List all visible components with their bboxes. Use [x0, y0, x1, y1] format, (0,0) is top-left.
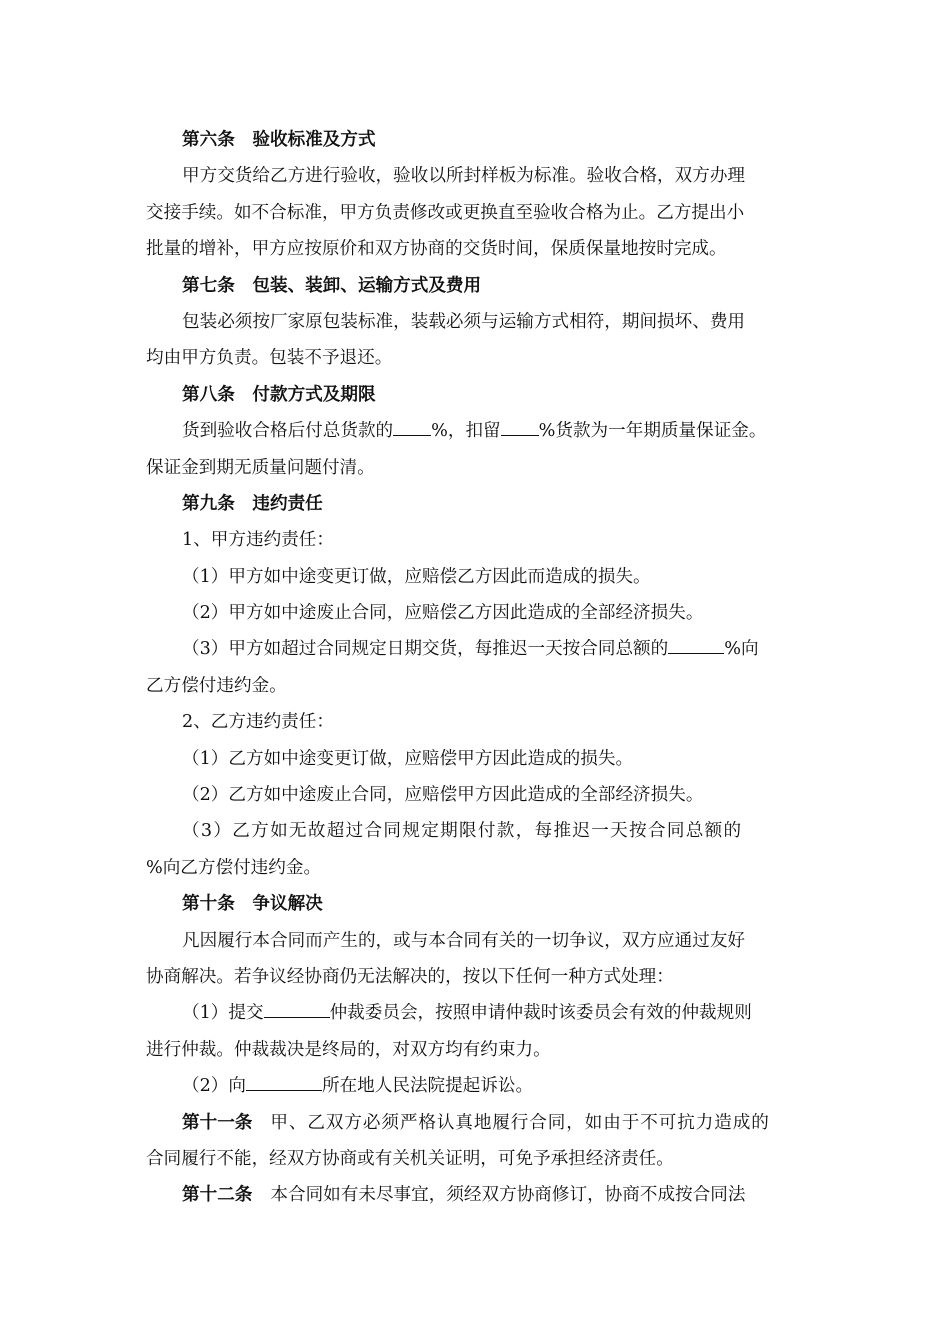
article-9-subhead: 2、乙方违约责任： — [182, 712, 334, 733]
article-7-text: 均由甲方负责。包装不予退还。 — [146, 348, 393, 369]
article-6-text: 批量的增补，甲方应按原价和双方协商的交货时间，保质保量地按时完成。 — [146, 239, 727, 260]
article-12-number: 第十二条 — [182, 1184, 253, 1206]
contract-body — [146, 122, 810, 1214]
text-span: %，扣留 — [431, 421, 501, 442]
text-span: （3）甲方如超过合同规定日期交货，每推迟一天按合同总额的 — [182, 639, 669, 660]
article-12-text — [146, 1177, 810, 1213]
article-11-text — [146, 1105, 810, 1141]
article-7-title: 第七条 包装、装卸、运输方式及费用 — [182, 274, 482, 296]
article-8-title: 第八条 付款方式及期限 — [182, 383, 376, 405]
text-span: （2）向 — [182, 1076, 246, 1097]
text-span: （1）提交 — [182, 1003, 264, 1024]
article-9-item: （1）乙方如中途变更订做，应赔偿甲方因此造成的损失。 — [182, 748, 634, 769]
article-10-text: 协商解决。若争议经协商仍无法解决的，按以下任何一种方式处理： — [146, 966, 674, 987]
article-6-text: 交接手续。如不合标准，甲方负责修改或更换直至验收合格为止。乙方提出小 — [146, 202, 745, 223]
fill-blank — [393, 419, 431, 436]
article-8-text: 保证金到期无质量问题付清。 — [146, 457, 375, 478]
text-span: 仲裁委员会，按照申请仲裁时该委员会有效的仲裁规则 — [329, 1003, 752, 1024]
text-span: （3）乙方如无故超过合同规定期限付款，每推迟一天按合同总额的 — [182, 821, 743, 842]
article-6-text: 甲方交货给乙方进行验收，验收以所封样板为标准。验收合格，双方办理 — [182, 166, 746, 187]
text-span: %货款为一年期质量保证金。 — [538, 421, 767, 442]
article-10-option — [146, 995, 810, 1031]
article-11-text: 合同履行不能，经双方协商或有关机关证明，可免予承担经济责任。 — [146, 1148, 674, 1169]
article-8-text — [146, 413, 810, 449]
article-10-option — [146, 1068, 810, 1104]
text-span: %向 — [724, 639, 759, 660]
text-span: 货到验收合格后付总货款的 — [182, 421, 394, 442]
article-10-text: 凡因履行本合同而产生的，或与本合同有关的一切争议，双方应通过友好 — [182, 930, 746, 951]
fill-blank — [264, 1001, 330, 1018]
fill-blank — [668, 637, 724, 654]
text-span: 所在地人民法院提起诉讼。 — [321, 1076, 534, 1097]
article-6-title: 第六条 验收标准及方式 — [182, 129, 376, 150]
article-9-subhead: 1、甲方违约责任： — [182, 530, 334, 551]
article-9-item: （2）乙方如中途废止合同，应赔偿甲方因此造成的全部经济损失。 — [182, 785, 704, 806]
article-9-item — [146, 813, 810, 849]
article-9-item: （2）甲方如中途废止合同，应赔偿乙方因此造成的全部经济损失。 — [182, 603, 704, 624]
fill-blank — [501, 419, 539, 436]
text-span: 甲、乙双方必须严格认真地履行合同，如由于不可抗力造成的 — [270, 1112, 770, 1133]
article-10-option: 进行仲裁。仲裁裁决是终局的，对双方均有约束力。 — [146, 1039, 551, 1060]
article-9-item: 乙方偿付违约金。 — [146, 675, 287, 696]
article-9-item — [146, 631, 810, 667]
text-span: 本合同如有未尽事宜，须经双方协商修订，协商不成按合同法 — [270, 1185, 746, 1206]
article-10-title: 第十条 争议解决 — [182, 893, 323, 915]
article-11-number: 第十一条 — [182, 1111, 253, 1133]
article-9-item: %向乙方偿付违约金。 — [146, 857, 322, 878]
fill-blank — [246, 1074, 322, 1091]
article-9-item: （1）甲方如中途变更订做，应赔偿乙方因此而造成的损失。 — [182, 566, 651, 587]
article-7-text: 包装必须按厂家原包装标准，装载必须与运输方式相符，期间损坏、费用 — [182, 311, 746, 332]
article-9-title: 第九条 违约责任 — [182, 492, 323, 514]
